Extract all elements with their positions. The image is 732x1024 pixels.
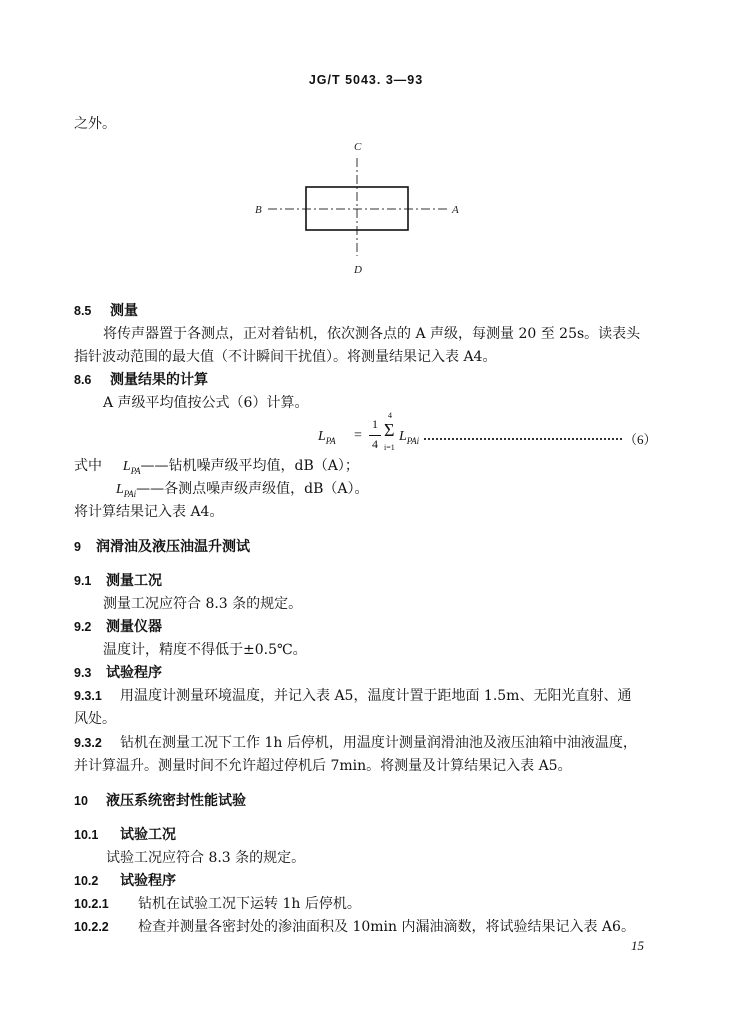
point-a-label: A bbox=[452, 204, 459, 216]
section-9-1-text: 测量工况应符合 8.3 条的规定。 bbox=[103, 596, 303, 612]
section-number: 10.2 bbox=[74, 874, 99, 888]
section-text: 钻机在试验工况下运转 1h 后停机。 bbox=[138, 896, 361, 912]
section-title: 试验程序 bbox=[106, 665, 162, 681]
section-9-3-1-line2: 风处。 bbox=[74, 711, 116, 727]
formula-term bbox=[399, 429, 419, 446]
sum-lower-limit: i=1 bbox=[384, 443, 395, 452]
section-9-heading bbox=[74, 538, 250, 556]
page-number: 15 bbox=[631, 938, 644, 953]
lhs-subscript: PA bbox=[325, 435, 336, 446]
section-9-1-heading bbox=[74, 572, 162, 590]
section-9-3-2-line1 bbox=[74, 734, 637, 752]
section-9-3-1-line1 bbox=[74, 687, 631, 705]
term-subscript: PAi bbox=[406, 435, 420, 446]
standard-code: JG/T 5043. 3—93 bbox=[308, 73, 424, 87]
section-9-3-heading bbox=[74, 664, 162, 682]
diagram-svg bbox=[0, 0, 732, 290]
sum-symbol: Σ bbox=[384, 420, 395, 440]
def2-subscript: PAi bbox=[123, 488, 137, 499]
section-10-2-2 bbox=[74, 918, 635, 936]
def2-symbol bbox=[116, 482, 136, 497]
section-9-2-text: 温度计，精度不得低于±0.5℃。 bbox=[103, 642, 307, 658]
where-prefix: 式中 bbox=[74, 458, 102, 474]
intro-text: 之外。 bbox=[74, 116, 116, 132]
term-letter: L bbox=[399, 429, 407, 444]
section-10-2-1 bbox=[74, 895, 361, 913]
section-title: 液压系统密封性能试验 bbox=[106, 793, 246, 809]
def1-symbol bbox=[123, 459, 141, 474]
section-text: 用温度计测量环境温度，并记入表 A5，温度计置于距地面 1.5m、无阳光直射、通 bbox=[120, 688, 632, 704]
section-number: 8.5 bbox=[74, 304, 92, 318]
section-9-3-2-line2: 并计算温升。测量时间不允许超过停机后 7min。将测量及计算结果记入表 A5。 bbox=[74, 758, 572, 774]
def2-letter: L bbox=[116, 482, 124, 497]
fraction-numerator: 1 bbox=[372, 417, 378, 431]
section-number: 10 bbox=[74, 794, 88, 808]
section-number: 9.2 bbox=[74, 620, 92, 634]
formula-equals: = bbox=[354, 428, 362, 443]
sum-upper-limit: 4 bbox=[388, 411, 392, 420]
section-number: 9.3.2 bbox=[74, 736, 102, 750]
section-8-6-para: A 声级平均值按公式（6）计算。 bbox=[103, 395, 309, 411]
section-title: 试验程序 bbox=[120, 873, 176, 889]
section-number: 10.2.2 bbox=[74, 920, 109, 934]
section-number: 10.1 bbox=[74, 828, 99, 842]
section-number: 10.2.1 bbox=[74, 897, 109, 911]
fraction-bar bbox=[369, 435, 381, 436]
point-b-label: B bbox=[255, 204, 262, 216]
record-result-text: 将计算结果记入表 A4。 bbox=[74, 504, 224, 520]
where-line-1 bbox=[74, 457, 359, 480]
def1-letter: L bbox=[122, 459, 131, 474]
section-number: 9.3 bbox=[74, 666, 92, 680]
section-8-5-para-line2: 指针波动范围的最大值（不计瞬间干扰值）。将测量结果记入表 A4。 bbox=[74, 349, 497, 365]
section-8-6-heading bbox=[74, 371, 208, 389]
section-number: 9.3.1 bbox=[74, 689, 102, 703]
section-text: 检查并测量各密封处的渗油面积及 10min 内漏油滴数，将试验结果记入表 A6。 bbox=[138, 919, 635, 935]
section-10-1-heading bbox=[74, 826, 176, 844]
section-number: 8.6 bbox=[74, 373, 92, 387]
def1-subscript: PA bbox=[130, 465, 141, 476]
section-title: 测量 bbox=[110, 303, 138, 319]
point-d-label: D bbox=[354, 264, 362, 276]
measurement-point-diagram bbox=[0, 0, 732, 290]
fraction-denominator: 4 bbox=[372, 437, 378, 451]
section-title: 测量仪器 bbox=[106, 619, 162, 635]
section-title: 测量结果的计算 bbox=[110, 372, 208, 388]
section-10-heading bbox=[74, 792, 246, 810]
section-number: 9.1 bbox=[74, 574, 92, 588]
formula-6 bbox=[318, 411, 658, 456]
section-number: 9 bbox=[74, 540, 81, 554]
point-c-label: C bbox=[354, 141, 362, 153]
section-10-2-heading bbox=[74, 872, 176, 890]
formula-leader-dots bbox=[424, 438, 622, 440]
formula-number: （6） bbox=[624, 432, 657, 447]
section-10-1-text: 试验工况应符合 8.3 条的规定。 bbox=[106, 850, 306, 866]
section-text: 钻机在测量工况下工作 1h 后停机，用温度计测量润滑油池及液压油箱中油液温度， bbox=[120, 735, 637, 751]
lhs-letter: L bbox=[318, 429, 326, 444]
section-8-5-para-line1: 将传声器置于各测点，正对着钻机，依次测各点的 A 声级，每测量 20 至 25s。读表头 bbox=[103, 326, 641, 342]
section-title: 测量工况 bbox=[106, 573, 162, 589]
section-9-2-heading bbox=[74, 618, 162, 636]
section-title: 润滑油及液压油温升测试 bbox=[96, 539, 250, 555]
where-line-2 bbox=[116, 480, 369, 503]
formula-lhs bbox=[318, 429, 336, 446]
def2-text: ——各测点噪声级声级值，dB（A）。 bbox=[136, 481, 369, 497]
section-title: 试验工况 bbox=[120, 827, 176, 843]
def1-text: ——钻机噪声级平均值，dB（A）； bbox=[140, 458, 359, 474]
section-8-5-heading bbox=[74, 302, 138, 320]
